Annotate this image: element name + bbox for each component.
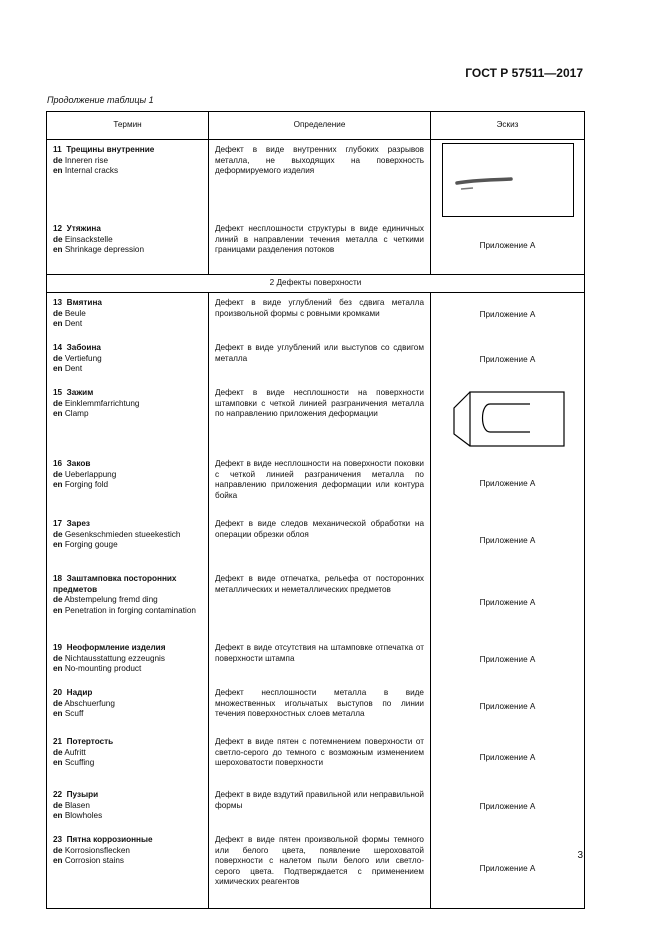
- table-row: [47, 683, 585, 732]
- table-row: [47, 830, 585, 909]
- table-row: [47, 569, 585, 638]
- term-cell: 19 Неоформление изделия de Nichtausstattung ezzeugnis en No-mounting product: [47, 638, 209, 683]
- term-cell: 15 Зажим de Einklemmfarrichtung en Clamp: [47, 383, 209, 454]
- term-ru: Заков: [66, 459, 91, 468]
- term-ru: Надир: [66, 688, 93, 697]
- sketch-reference: Приложение А: [479, 598, 536, 608]
- sketch-reference: Приложение А: [479, 536, 536, 546]
- term-de: Einsackstelle: [64, 234, 113, 244]
- clamp-sketch: [446, 388, 570, 450]
- definition-cell: Дефект в виде углублений или выступов со сдвигом металла: [209, 338, 431, 383]
- term-cell: 17 Зарез de Gesenkschmieden stueekestich en Forging gouge: [47, 514, 209, 569]
- sketch-cell: [431, 638, 585, 683]
- term-ru: Зарез: [66, 519, 90, 528]
- term-cell: 14 Забоина de Vertiefung en Dent: [47, 338, 209, 383]
- term-en: Forging fold: [64, 480, 109, 490]
- sketch-cell: [431, 569, 585, 638]
- term-cell: 13 Вмятина de Beule en Dent: [47, 293, 209, 339]
- sketch-cell: [431, 219, 585, 275]
- sketch-reference: Приложение А: [479, 355, 536, 365]
- term-en: Scuff: [64, 709, 84, 719]
- table-row: [47, 514, 585, 569]
- sketch-reference: Приложение А: [479, 655, 536, 665]
- table-row: [47, 338, 585, 383]
- term-en: Scuffing: [64, 758, 95, 768]
- term-ru: Пятна коррозионные: [66, 835, 153, 844]
- definition-cell: Дефект несплошности металла в виде множественных игольчатых выступов по линии течения поверхностных слоев металла: [209, 683, 431, 732]
- sketch-cell: [431, 140, 585, 220]
- table-row: [47, 140, 585, 220]
- sketch-cell: [431, 785, 585, 830]
- term-de: Vertiefung: [64, 353, 102, 363]
- term-de: Blasen: [64, 800, 90, 810]
- term-en: Dent: [64, 364, 83, 374]
- standard-number: ГОСТ Р 57511—2017: [465, 66, 583, 80]
- term-de: Inneren rise: [64, 155, 109, 165]
- term-cell: 16 Заков de Ueberlappung en Forging fold: [47, 454, 209, 514]
- term-de: Ueberlappung: [64, 469, 117, 479]
- term-de: Aufritt: [64, 747, 86, 757]
- sketch-reference: Приложение А: [479, 863, 536, 873]
- table-body: [47, 140, 585, 909]
- definition-cell: Дефект в виде следов механической обработки на операции обрезки облоя: [209, 514, 431, 569]
- sketch-cell: [431, 338, 585, 383]
- sketch-cell: [431, 514, 585, 569]
- sketch-cell: [431, 383, 585, 454]
- term-en: No-mounting product: [64, 664, 142, 674]
- term-ru: Пузыри: [66, 790, 99, 799]
- table-row: [47, 383, 585, 454]
- term-de: Beule: [64, 308, 86, 318]
- defects-table: [46, 111, 585, 909]
- sketch-cell: [431, 293, 585, 339]
- section-row: [47, 275, 585, 293]
- term-ru: Трещины внутренние: [66, 145, 155, 154]
- table-row: [47, 732, 585, 785]
- sketch-cell: [431, 454, 585, 514]
- definition-cell: Дефект в виде отпечатка, рельефа от посторонних металлических и неметаллических предметов: [209, 569, 431, 638]
- section-title: 2 Дефекты поверхности: [47, 275, 585, 293]
- term-ru: Потертость: [66, 737, 114, 746]
- term-de: Gesenkschmieden stueekestich: [64, 529, 181, 539]
- term-ru: Утяжина: [66, 224, 101, 233]
- sketch-reference: Приложение А: [479, 241, 536, 251]
- sketch-reference: Приложение А: [479, 310, 536, 320]
- table-row: [47, 638, 585, 683]
- sketch-reference: Приложение А: [479, 802, 536, 812]
- term-cell: 11 Трещины внутренние de Inneren rise en Internal cracks: [47, 140, 209, 220]
- term-de: Abstempelung fremd ding: [64, 595, 158, 605]
- definition-cell: Дефект в виде отсутствия на штамповке отпечатка от поверхности штампа: [209, 638, 431, 683]
- term-cell: 23 Пятна коррозионные de Korrosionsflecken en Corrosion stains: [47, 830, 209, 909]
- term-cell: 20 Надир de Abschuerfung en Scuff: [47, 683, 209, 732]
- term-en: Penetration in forging contamination: [64, 605, 196, 615]
- definition-cell: Дефект в виде внутренних глубоких разрывов металла, не выходящих на поверхность деформируемого изделия: [209, 140, 431, 220]
- term-ru: Заштамповка посторонних предметов: [53, 574, 177, 594]
- definition-cell: Дефект в виде углублений без сдвига металла произвольной формы с ровными кромками: [209, 293, 431, 339]
- term-cell: 18 Заштамповка посторонних предметов de Abstempelung fremd ding en Penetration in forging contamination: [47, 569, 209, 638]
- page-number: 3: [577, 850, 583, 861]
- term-ru: Неоформление изделия: [66, 643, 166, 652]
- definition-cell: Дефект в виде несплошности на поверхности поковки с четкой линией разграничения металла по направлению приложения деформации или контура бойка: [209, 454, 431, 514]
- term-de: Korrosionsflecken: [64, 845, 130, 855]
- column-header-term: Термин: [47, 112, 209, 140]
- term-cell: 21 Потертость de Aufritt en Scuffing: [47, 732, 209, 785]
- term-cell: 12 Утяжина de Einsackstelle en Shrinkage depression: [47, 219, 209, 275]
- term-cell: 22 Пузыри de Blasen en Blowholes: [47, 785, 209, 830]
- definition-cell: Дефект в виде пятен произвольной формы темного или белого цвета, появление шероховатой поверхности с налетом пыли белого или светло-серого цвета. Подтверждается с применением химических реагентов: [209, 830, 431, 909]
- crack-drawing: [443, 144, 573, 216]
- sketch-reference: Приложение А: [479, 753, 536, 763]
- term-ru: Зажим: [66, 388, 94, 397]
- term-ru: Вмятина: [66, 298, 102, 307]
- term-de: Einklemmfarrichtung: [64, 398, 140, 408]
- term-de: Abschuerfung: [64, 698, 115, 708]
- table-row: [47, 219, 585, 275]
- definition-cell: Дефект в виде пятен с потемнением поверхности от светло-серого до темного с возможным изменением шероховатости поверхности: [209, 732, 431, 785]
- term-ru: Забоина: [66, 343, 101, 352]
- table-row: [47, 293, 585, 339]
- table-row: [47, 785, 585, 830]
- term-en: Clamp: [64, 409, 89, 419]
- definition-cell: Дефект в виде вздутий правильной или неправильной формы: [209, 785, 431, 830]
- term-en: Internal cracks: [64, 166, 119, 176]
- term-en: Dent: [64, 319, 83, 329]
- table-row: [47, 454, 585, 514]
- term-en: Shrinkage depression: [64, 245, 145, 255]
- term-de: Nichtausstattung ezzeugnis: [64, 653, 165, 663]
- sketch-cell: [431, 732, 585, 785]
- column-header-sketch: Эскиз: [431, 112, 585, 140]
- internal-crack-sketch: [442, 143, 574, 217]
- sketch-cell: [431, 830, 585, 909]
- term-en: Forging gouge: [64, 540, 118, 550]
- sketch-reference: Приложение А: [479, 478, 536, 488]
- term-en: Blowholes: [64, 811, 103, 821]
- sketch-cell: [431, 683, 585, 732]
- definition-cell: Дефект несплошности структуры в виде единичных линий в направлении течения металла с четкими границами разделения потоков: [209, 219, 431, 275]
- sketch-reference: Приложение А: [479, 702, 536, 712]
- definition-cell: Дефект в виде несплошности на поверхности штамповки с четкой линией разграничения металла по направлению приложения деформации: [209, 383, 431, 454]
- column-header-definition: Определение: [209, 112, 431, 140]
- term-en: Corrosion stains: [64, 856, 124, 866]
- table-continuation-caption: Продолжение таблицы 1: [47, 95, 154, 105]
